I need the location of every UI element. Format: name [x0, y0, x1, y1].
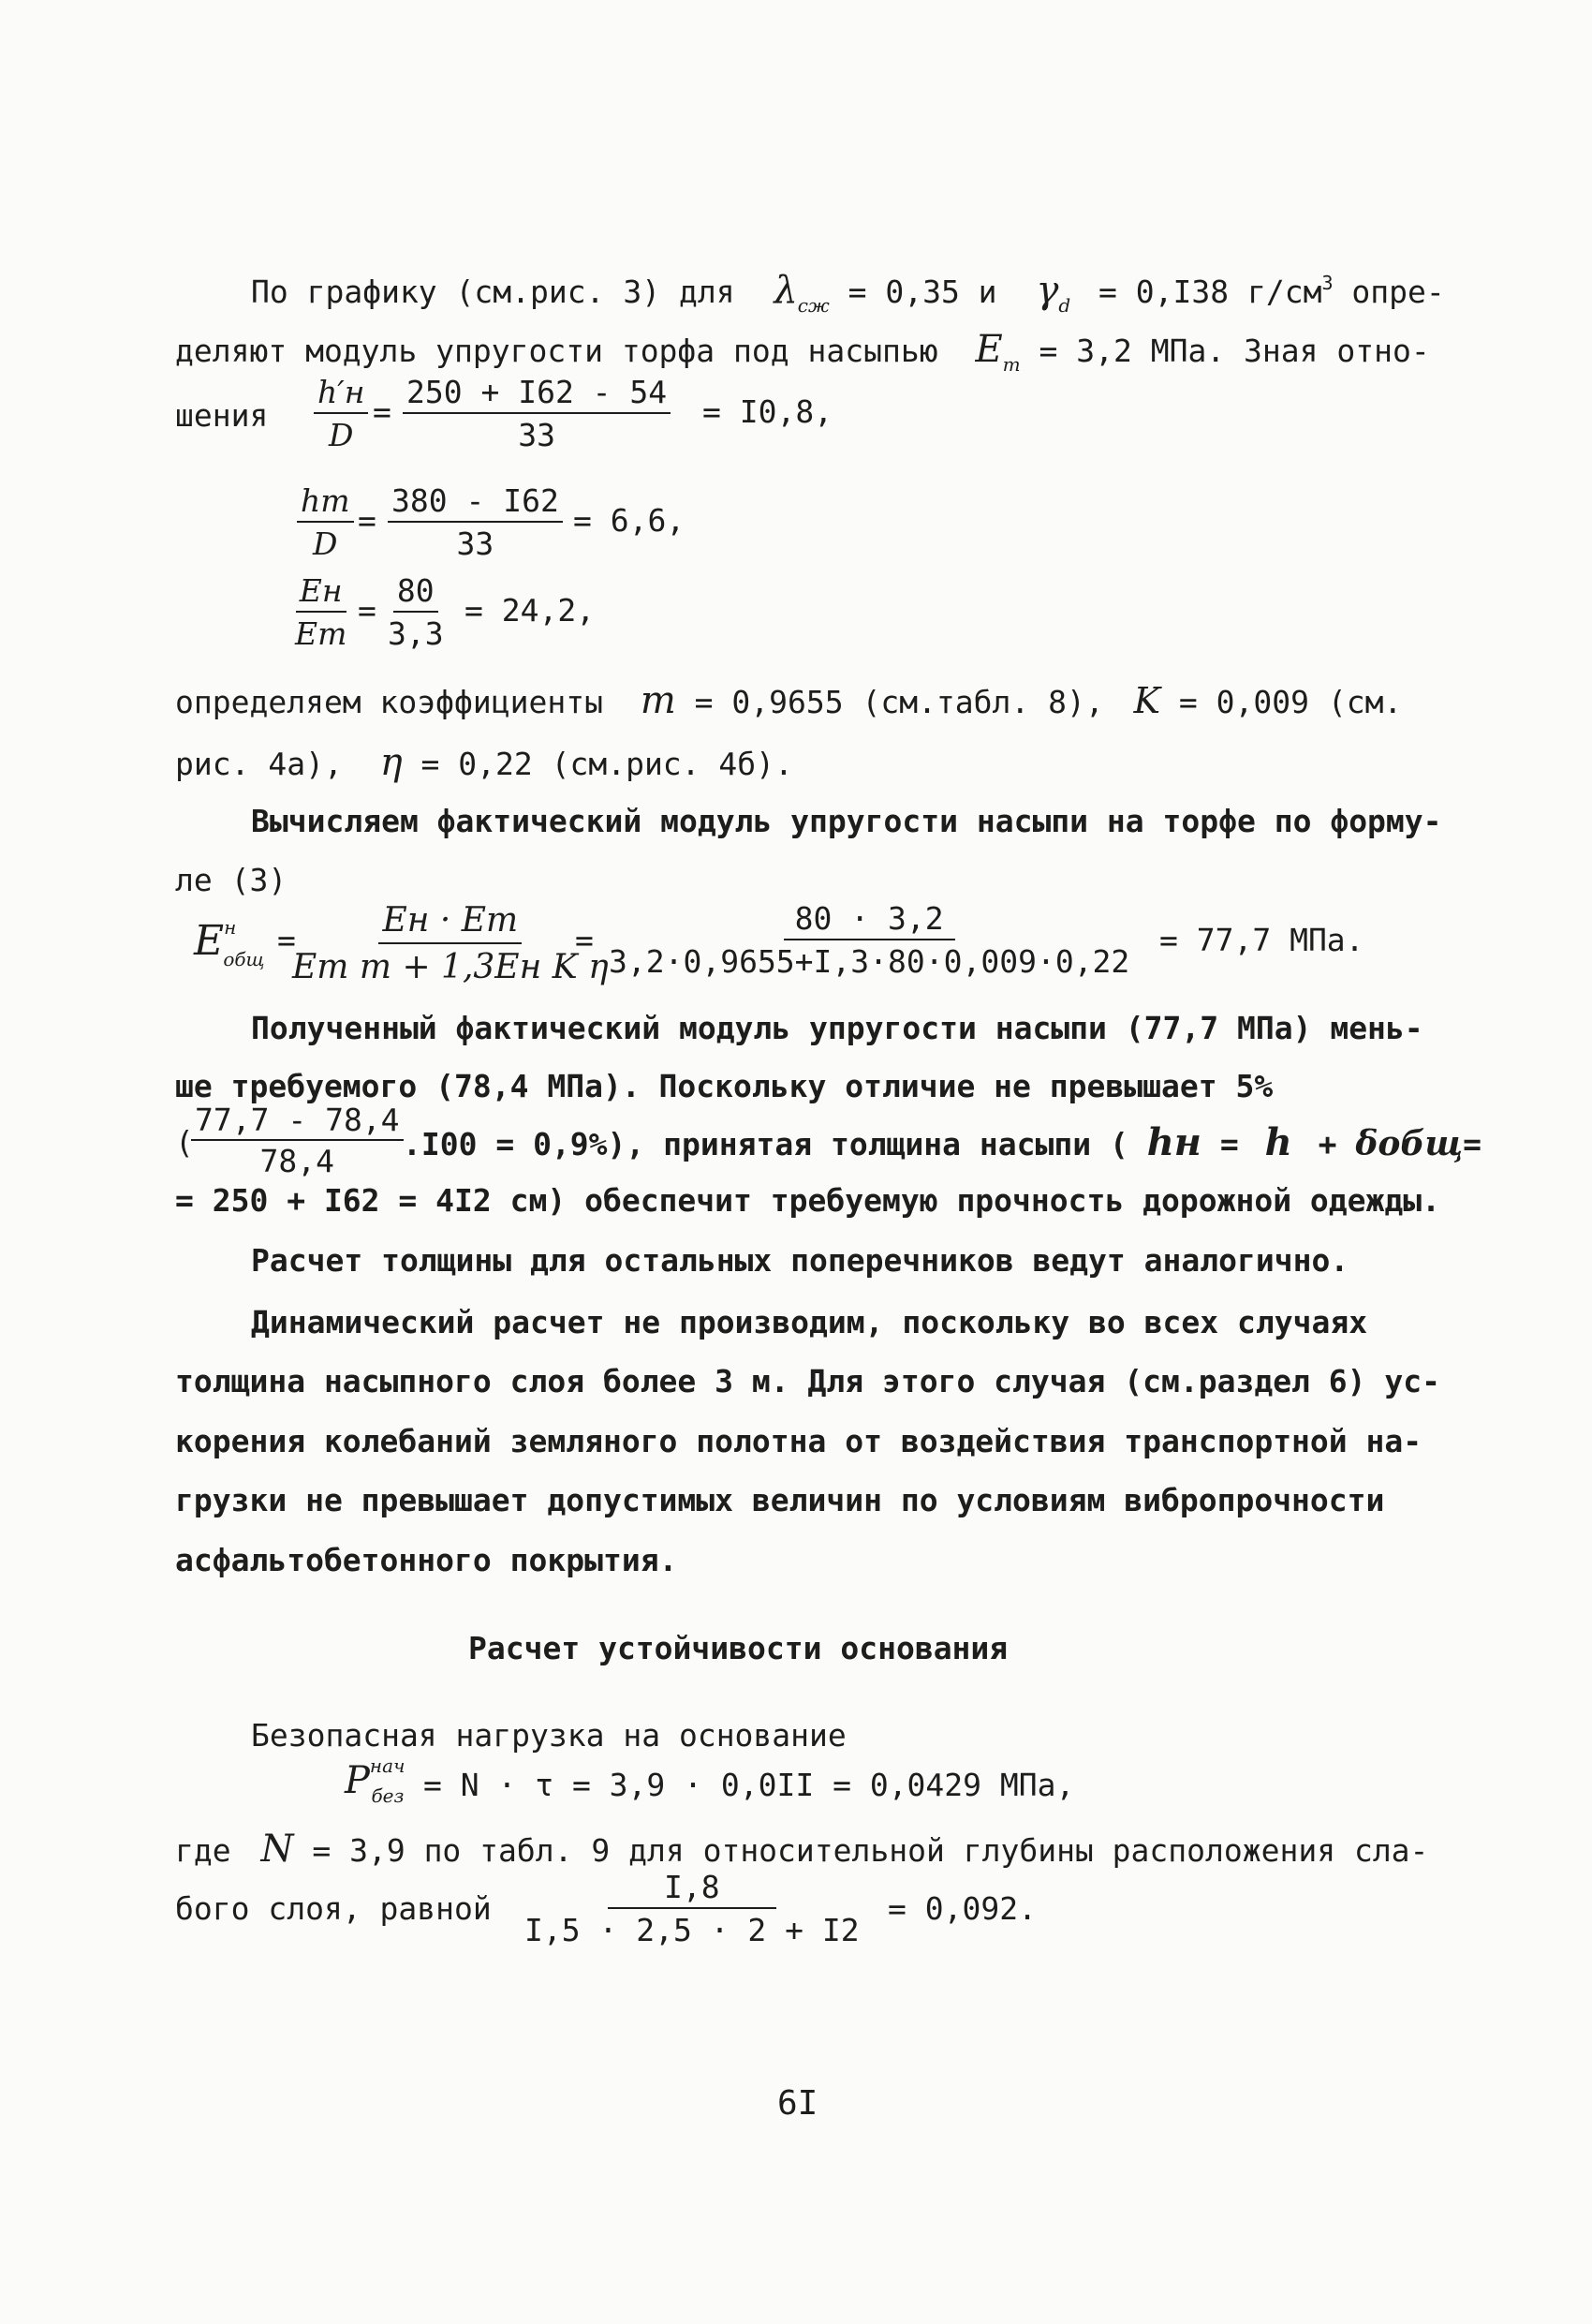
bearing-formula: = N · τ = 3,9 · 0,0II = 0,0429 МПа, [423, 1767, 1075, 1803]
gamma-subscript: d [1058, 294, 1071, 317]
lambda-value: = 0,35 и [848, 274, 997, 310]
formula-fraction-2 [609, 901, 1129, 980]
text-line: Безопасная нагрузка на основание [251, 1717, 847, 1754]
ratio-result: = I0,8, [702, 393, 833, 430]
ratio-rhs-1 [403, 375, 671, 453]
text-span: = [1219, 1126, 1239, 1162]
p-symbol-group [345, 1754, 405, 1810]
text-span: рис. 4а), [175, 746, 343, 782]
lambda-symbol: λ [774, 269, 798, 312]
n-symbol: N [260, 1828, 294, 1871]
fraction-numerator: hт [297, 483, 354, 523]
text-line [175, 741, 793, 784]
ratio-lhs-2 [297, 483, 354, 562]
fraction-denominator: Eт m + 1,3Eн K η [292, 948, 609, 986]
text-span: .I00 = 0,9%), принятая толщина насыпи ( [403, 1126, 1128, 1162]
text-span: + [1318, 1126, 1337, 1162]
fraction-denominator: Eт [295, 615, 347, 652]
ratio-rhs-3 [388, 573, 444, 652]
ratio-result: = 24,2, [464, 592, 596, 629]
eta-symbol: η [379, 741, 403, 784]
fraction-numerator: 77,7 - 78,4 [191, 1103, 404, 1141]
ratio-lhs-1 [314, 375, 368, 453]
equals-sign: = [358, 502, 376, 539]
text-line: Полученный фактический модуль упругости насыпи (77,7 МПа) мень- [251, 1010, 1423, 1046]
formula-symbol: E [194, 917, 225, 965]
text-line: шения [175, 397, 269, 434]
relative-depth-result: = 0,092. [888, 1890, 1037, 1927]
m-symbol: m [640, 679, 676, 722]
text-span: По графику (см.рис. 3) для [251, 274, 735, 310]
formula-superscript: н [224, 916, 237, 939]
text-span: деляют модуль упругости торфа под насыпью [175, 333, 938, 369]
text-span: = [1463, 1126, 1482, 1162]
gamma-value: = 0,I38 г/см [1098, 274, 1322, 310]
fraction-numerator: 380 - I62 [388, 483, 563, 523]
p-symbol: P [345, 1759, 370, 1802]
text-span: = 3,9 по табл. 9 для относительной глубины расположения сла- [312, 1832, 1429, 1869]
fraction-numerator: Eн · Eт [378, 901, 522, 944]
fraction-numerator: 80 · 3,2 [784, 901, 955, 940]
delta-symbol: δобщ [1355, 1124, 1464, 1163]
text-span: где [175, 1832, 231, 1869]
k-symbol: K [1133, 680, 1161, 721]
text-line: Расчет толщины для остальных поперечников ведут аналогично. [251, 1242, 1349, 1279]
ratio-lhs-3 [295, 573, 346, 652]
text-line [175, 679, 1403, 722]
formula-result: = 77,7 МПа. [1159, 922, 1364, 958]
fraction-numerator: I,8 [608, 1870, 776, 1909]
fraction-numerator: h′н [314, 375, 368, 414]
fraction-denominator: I,5 · 2,5 · 2 + I2 [524, 1912, 860, 1948]
equals-sign: = [358, 592, 376, 629]
text-line [251, 269, 1445, 317]
p-subscript: без [371, 1784, 405, 1807]
ratio-result: = 6,6, [573, 502, 685, 539]
e-symbol: E [975, 328, 1003, 371]
text-span: = 0,9655 (см.табл. 8), [694, 684, 1104, 720]
h-n-symbol: hн [1146, 1120, 1201, 1164]
text-span: = 0,22 (см.рис. 4б). [420, 746, 793, 782]
text-line: бого слоя, равной [175, 1890, 492, 1927]
h-symbol: h [1264, 1120, 1292, 1164]
fraction-denominator: D [313, 525, 338, 562]
text-line: грузки не превышает допустимых величин по условиям вибропрочности [175, 1482, 1385, 1518]
fraction-denominator: 3,2·0,9655+I,3·80·0,009·0,22 [609, 943, 1130, 980]
text-line: корения колебаний земляного полотна от воздействия транспортной на- [175, 1423, 1422, 1459]
percent-fraction [191, 1103, 404, 1178]
text-span: = 3,2 МПа. Зная отно- [1039, 333, 1430, 369]
text-span: ( [175, 1124, 194, 1161]
page-number: 6I [777, 2084, 818, 2123]
text-span: опре- [1351, 274, 1445, 310]
text-line: Динамический расчет не производим, поскольку во всех случаях [251, 1304, 1368, 1340]
lambda-subscript: сж [797, 294, 830, 317]
text-line: асфальтобетонного покрытия. [175, 1542, 678, 1578]
text-line: Вычисляем фактический модуль упругости насыпи на торфе по форму- [251, 803, 1442, 839]
formula-lhs [194, 918, 265, 971]
formula-fraction-1 [292, 901, 609, 987]
fraction-denominator: 78,4 [259, 1143, 335, 1179]
text-line: = 250 + I62 = 4I2 см) обеспечит требуемую прочность дорожной одежды. [175, 1182, 1441, 1219]
text-span: = 0,009 (см. [1178, 684, 1403, 720]
relative-depth-fraction [524, 1870, 860, 1948]
equals-sign: = [373, 393, 391, 430]
p-superscript: нач [369, 1754, 405, 1777]
equals-sign: = [575, 922, 594, 958]
section-heading: Расчет устойчивости основания [468, 1630, 1009, 1666]
ratio-rhs-2 [388, 483, 563, 562]
text-line [403, 1120, 1482, 1164]
fraction-numerator: 250 + I62 - 54 [403, 375, 671, 414]
text-line: ле (3) [175, 862, 287, 898]
fraction-denominator: 3,3 [388, 615, 444, 652]
formula-subscript: общ [223, 948, 265, 970]
gamma-symbol: γ [1036, 269, 1059, 312]
e-subscript: т [1002, 353, 1021, 376]
text-line [175, 1830, 1428, 1870]
equals-sign: = [277, 922, 296, 958]
text-line: толщина насыпного слоя более 3 м. Для этого случая (см.раздел 6) ус- [175, 1363, 1441, 1399]
text-line: ше требуемого (78,4 МПа). Поскольку отличие не превышает 5% [175, 1068, 1274, 1104]
fraction-numerator: 80 [393, 573, 438, 613]
fraction-denominator: 33 [456, 525, 494, 562]
text-line [175, 328, 1430, 376]
fraction-denominator: D [329, 417, 354, 453]
unit-superscript: 3 [1321, 272, 1334, 294]
fraction-denominator: 33 [518, 417, 555, 453]
fraction-numerator: Eн [296, 573, 346, 613]
text-span: определяем коэффициенты [175, 684, 603, 720]
